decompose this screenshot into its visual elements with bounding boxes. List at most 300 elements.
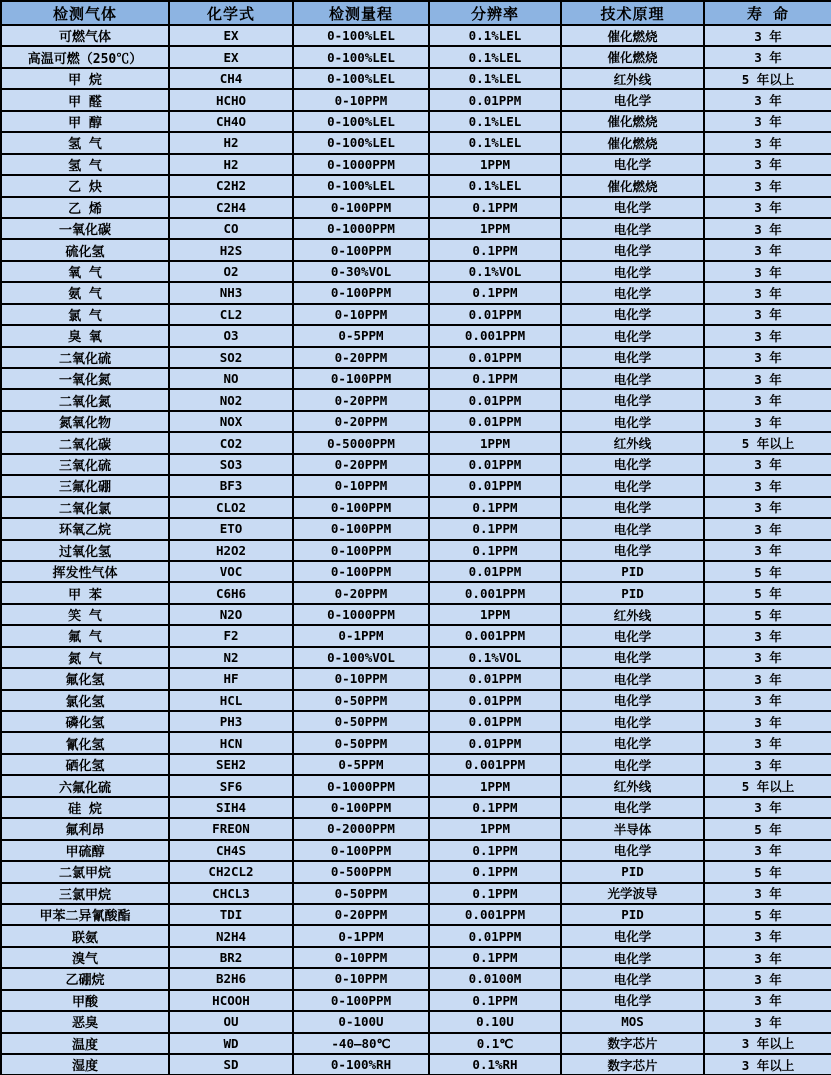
cell-formula: EX xyxy=(169,46,293,67)
cell-lifespan: 5 年 xyxy=(704,818,831,839)
cell-principle: 电化学 xyxy=(561,454,704,475)
cell-principle: 红外线 xyxy=(561,604,704,625)
cell-principle: 电化学 xyxy=(561,690,704,711)
cell-range: 0-100PPM xyxy=(293,239,429,260)
table-row xyxy=(1,304,831,325)
cell-lifespan: 3 年 xyxy=(704,840,831,861)
cell-principle: 电化学 xyxy=(561,840,704,861)
cell-formula: C6H6 xyxy=(169,582,293,603)
cell-formula: B2H6 xyxy=(169,968,293,989)
table-row xyxy=(1,239,831,260)
cell-lifespan: 3 年 xyxy=(704,690,831,711)
cell-gas: 二氧化氯 xyxy=(1,497,169,518)
cell-gas: 氟 气 xyxy=(1,625,169,646)
cell-formula: CH4O xyxy=(169,111,293,132)
cell-formula: HCN xyxy=(169,732,293,753)
cell-principle: 催化燃烧 xyxy=(561,132,704,153)
cell-formula: O2 xyxy=(169,261,293,282)
cell-resolution: 0.01PPM xyxy=(429,89,561,110)
cell-lifespan: 3 年 xyxy=(704,389,831,410)
table-row xyxy=(1,1011,831,1032)
cell-principle: 光学波导 xyxy=(561,883,704,904)
table-row xyxy=(1,111,831,132)
cell-gas: 硅 烷 xyxy=(1,797,169,818)
cell-gas: 乙 炔 xyxy=(1,175,169,196)
cell-formula: NH3 xyxy=(169,282,293,303)
cell-range: 0-1PPM xyxy=(293,925,429,946)
table-row xyxy=(1,797,831,818)
cell-gas: 三氟化硼 xyxy=(1,475,169,496)
cell-gas: 甲 烷 xyxy=(1,68,169,89)
cell-range: 0-50PPM xyxy=(293,711,429,732)
cell-formula: VOC xyxy=(169,561,293,582)
cell-formula: TDI xyxy=(169,904,293,925)
cell-formula: PH3 xyxy=(169,711,293,732)
header-row xyxy=(1,1,831,25)
cell-resolution: 0.0100M xyxy=(429,968,561,989)
cell-resolution: 0.10U xyxy=(429,1011,561,1032)
cell-lifespan: 3 年 xyxy=(704,883,831,904)
cell-principle: 电化学 xyxy=(561,711,704,732)
cell-formula: SF6 xyxy=(169,775,293,796)
cell-range: 0-50PPM xyxy=(293,883,429,904)
cell-principle: 催化燃烧 xyxy=(561,111,704,132)
cell-range: 0-1000PPM xyxy=(293,154,429,175)
cell-lifespan: 5 年 xyxy=(704,582,831,603)
table-row xyxy=(1,540,831,561)
cell-range: 0-5PPM xyxy=(293,754,429,775)
cell-principle: MOS xyxy=(561,1011,704,1032)
cell-lifespan: 3 年 xyxy=(704,540,831,561)
cell-resolution: 0.01PPM xyxy=(429,411,561,432)
table-row xyxy=(1,690,831,711)
cell-principle: 红外线 xyxy=(561,775,704,796)
cell-formula: O3 xyxy=(169,325,293,346)
cell-gas: 过氧化氢 xyxy=(1,540,169,561)
table-row xyxy=(1,25,831,46)
cell-resolution: 0.1PPM xyxy=(429,497,561,518)
cell-gas: 可燃气体 xyxy=(1,25,169,46)
cell-principle: 电化学 xyxy=(561,947,704,968)
cell-formula: NO2 xyxy=(169,389,293,410)
cell-gas: 二氯甲烷 xyxy=(1,861,169,882)
col-header-resolution: 分辨率 xyxy=(429,1,561,25)
cell-gas: 温度 xyxy=(1,1033,169,1054)
cell-gas: 二氧化硫 xyxy=(1,347,169,368)
cell-formula: CO2 xyxy=(169,432,293,453)
cell-lifespan: 5 年 xyxy=(704,561,831,582)
cell-gas: 甲 醛 xyxy=(1,89,169,110)
cell-formula: ETO xyxy=(169,518,293,539)
cell-resolution: 0.01PPM xyxy=(429,475,561,496)
cell-resolution: 0.001PPM xyxy=(429,904,561,925)
cell-principle: 电化学 xyxy=(561,540,704,561)
cell-lifespan: 3 年 xyxy=(704,754,831,775)
cell-formula: N2 xyxy=(169,647,293,668)
cell-lifespan: 5 年以上 xyxy=(704,68,831,89)
cell-range: 0-20PPM xyxy=(293,454,429,475)
table-row xyxy=(1,432,831,453)
cell-gas: 恶臭 xyxy=(1,1011,169,1032)
cell-formula: C2H2 xyxy=(169,175,293,196)
cell-resolution: 1PPM xyxy=(429,154,561,175)
cell-lifespan: 3 年 xyxy=(704,325,831,346)
cell-gas: 一氧化氮 xyxy=(1,368,169,389)
cell-formula: CH2CL2 xyxy=(169,861,293,882)
cell-resolution: 0.1%LEL xyxy=(429,132,561,153)
cell-formula: NOX xyxy=(169,411,293,432)
cell-gas: 二氧化氮 xyxy=(1,389,169,410)
cell-formula: SIH4 xyxy=(169,797,293,818)
cell-range: 0-5000PPM xyxy=(293,432,429,453)
cell-formula: FREON xyxy=(169,818,293,839)
cell-principle: 电化学 xyxy=(561,668,704,689)
cell-gas: 三氧化硫 xyxy=(1,454,169,475)
cell-gas: 硒化氢 xyxy=(1,754,169,775)
cell-resolution: 0.1PPM xyxy=(429,947,561,968)
cell-gas: 三氯甲烷 xyxy=(1,883,169,904)
cell-principle: PID xyxy=(561,561,704,582)
table-row xyxy=(1,454,831,475)
cell-lifespan: 3 年 xyxy=(704,25,831,46)
cell-resolution: 0.001PPM xyxy=(429,325,561,346)
cell-lifespan: 3 年 xyxy=(704,518,831,539)
cell-range: 0-100%LEL xyxy=(293,46,429,67)
cell-resolution: 0.001PPM xyxy=(429,754,561,775)
cell-range: 0-100PPM xyxy=(293,518,429,539)
cell-formula: HCL xyxy=(169,690,293,711)
cell-range: 0-1000PPM xyxy=(293,218,429,239)
table-row xyxy=(1,89,831,110)
cell-formula: H2 xyxy=(169,132,293,153)
table-row xyxy=(1,261,831,282)
cell-lifespan: 3 年 xyxy=(704,218,831,239)
cell-principle: PID xyxy=(561,904,704,925)
table-row xyxy=(1,732,831,753)
cell-lifespan: 3 年 xyxy=(704,475,831,496)
cell-lifespan: 5 年 xyxy=(704,861,831,882)
cell-principle: 电化学 xyxy=(561,411,704,432)
cell-lifespan: 3 年 xyxy=(704,797,831,818)
cell-resolution: 0.1PPM xyxy=(429,797,561,818)
cell-range: 0-100PPM xyxy=(293,840,429,861)
cell-gas: 甲苯二异氰酸酯 xyxy=(1,904,169,925)
cell-formula: H2S xyxy=(169,239,293,260)
cell-formula: C2H4 xyxy=(169,197,293,218)
cell-range: 0-500PPM xyxy=(293,861,429,882)
cell-range: 0-100PPM xyxy=(293,197,429,218)
cell-range: 0-100%LEL xyxy=(293,68,429,89)
cell-principle: 催化燃烧 xyxy=(561,175,704,196)
table-row xyxy=(1,947,831,968)
cell-range: 0-20PPM xyxy=(293,347,429,368)
cell-lifespan: 5 年以上 xyxy=(704,775,831,796)
cell-lifespan: 3 年 xyxy=(704,175,831,196)
cell-resolution: 0.1%LEL xyxy=(429,68,561,89)
table-row xyxy=(1,325,831,346)
cell-formula: HF xyxy=(169,668,293,689)
cell-resolution: 0.01PPM xyxy=(429,711,561,732)
cell-lifespan: 3 年 xyxy=(704,132,831,153)
cell-resolution: 0.1PPM xyxy=(429,861,561,882)
cell-lifespan: 3 年 xyxy=(704,497,831,518)
cell-formula: CH4 xyxy=(169,68,293,89)
cell-principle: 电化学 xyxy=(561,754,704,775)
table-row xyxy=(1,389,831,410)
table-row xyxy=(1,668,831,689)
cell-principle: 电化学 xyxy=(561,389,704,410)
cell-principle: 电化学 xyxy=(561,154,704,175)
cell-principle: 电化学 xyxy=(561,304,704,325)
cell-gas: 甲 苯 xyxy=(1,582,169,603)
table-row xyxy=(1,925,831,946)
cell-gas: 六氟化硫 xyxy=(1,775,169,796)
cell-range: 0-100PPM xyxy=(293,540,429,561)
cell-principle: 电化学 xyxy=(561,218,704,239)
table-row xyxy=(1,411,831,432)
table-row xyxy=(1,711,831,732)
cell-principle: 电化学 xyxy=(561,990,704,1011)
cell-resolution: 0.1%VOL xyxy=(429,647,561,668)
cell-lifespan: 5 年以上 xyxy=(704,432,831,453)
cell-range: 0-20PPM xyxy=(293,582,429,603)
cell-resolution: 0.1PPM xyxy=(429,990,561,1011)
cell-principle: 电化学 xyxy=(561,732,704,753)
cell-principle: 数字芯片 xyxy=(561,1054,704,1075)
cell-principle: 电化学 xyxy=(561,347,704,368)
cell-gas: 氟化氢 xyxy=(1,668,169,689)
cell-range: 0-50PPM xyxy=(293,732,429,753)
cell-range: 0-10PPM xyxy=(293,668,429,689)
cell-formula: CO xyxy=(169,218,293,239)
cell-range: 0-100PPM xyxy=(293,497,429,518)
cell-lifespan: 3 年 xyxy=(704,454,831,475)
cell-resolution: 0.001PPM xyxy=(429,625,561,646)
cell-formula: H2 xyxy=(169,154,293,175)
cell-gas: 笑 气 xyxy=(1,604,169,625)
table-row xyxy=(1,818,831,839)
cell-lifespan: 3 年 xyxy=(704,111,831,132)
cell-formula: BR2 xyxy=(169,947,293,968)
table-row xyxy=(1,625,831,646)
cell-range: 0-100PPM xyxy=(293,797,429,818)
table-row xyxy=(1,154,831,175)
cell-principle: 电化学 xyxy=(561,197,704,218)
col-header-lifespan: 寿 命 xyxy=(704,1,831,25)
cell-principle: 电化学 xyxy=(561,475,704,496)
cell-lifespan: 3 年 xyxy=(704,625,831,646)
table-row xyxy=(1,218,831,239)
cell-range: 0-100%VOL xyxy=(293,647,429,668)
cell-resolution: 1PPM xyxy=(429,775,561,796)
cell-principle: 电化学 xyxy=(561,647,704,668)
cell-range: 0-50PPM xyxy=(293,690,429,711)
table-row xyxy=(1,647,831,668)
cell-range: 0-5PPM xyxy=(293,325,429,346)
cell-lifespan: 3 年 xyxy=(704,261,831,282)
col-header-range: 检测量程 xyxy=(293,1,429,25)
cell-range: 0-10PPM xyxy=(293,968,429,989)
table-row xyxy=(1,497,831,518)
table-row xyxy=(1,175,831,196)
table-row xyxy=(1,368,831,389)
cell-range: 0-100%LEL xyxy=(293,25,429,46)
cell-range: -40—80℃ xyxy=(293,1033,429,1054)
cell-formula: SO3 xyxy=(169,454,293,475)
cell-resolution: 1PPM xyxy=(429,432,561,453)
cell-lifespan: 3 年 xyxy=(704,990,831,1011)
table-row xyxy=(1,1033,831,1054)
cell-resolution: 0.01PPM xyxy=(429,732,561,753)
cell-gas: 乙 烯 xyxy=(1,197,169,218)
cell-principle: PID xyxy=(561,861,704,882)
cell-principle: 电化学 xyxy=(561,282,704,303)
cell-resolution: 0.01PPM xyxy=(429,690,561,711)
table-row xyxy=(1,282,831,303)
cell-resolution: 0.1%LEL xyxy=(429,111,561,132)
cell-gas: 湿度 xyxy=(1,1054,169,1075)
cell-resolution: 0.1PPM xyxy=(429,197,561,218)
cell-gas: 氧 气 xyxy=(1,261,169,282)
cell-lifespan: 3 年 xyxy=(704,947,831,968)
cell-gas: 环氧乙烷 xyxy=(1,518,169,539)
cell-gas: 硫化氢 xyxy=(1,239,169,260)
cell-formula: EX xyxy=(169,25,293,46)
cell-principle: 电化学 xyxy=(561,625,704,646)
cell-resolution: 0.01PPM xyxy=(429,304,561,325)
cell-gas: 氨 气 xyxy=(1,282,169,303)
cell-lifespan: 3 年 xyxy=(704,411,831,432)
cell-gas: 甲硫醇 xyxy=(1,840,169,861)
cell-formula: CH4S xyxy=(169,840,293,861)
cell-lifespan: 3 年 xyxy=(704,647,831,668)
table-row xyxy=(1,861,831,882)
cell-lifespan: 3 年 xyxy=(704,154,831,175)
cell-lifespan: 3 年 xyxy=(704,1011,831,1032)
table-row xyxy=(1,582,831,603)
cell-resolution: 0.01PPM xyxy=(429,389,561,410)
cell-lifespan: 3 年以上 xyxy=(704,1054,831,1075)
cell-range: 0-20PPM xyxy=(293,389,429,410)
col-header-gas: 检测气体 xyxy=(1,1,169,25)
cell-resolution: 1PPM xyxy=(429,818,561,839)
cell-resolution: 0.1%RH xyxy=(429,1054,561,1075)
cell-resolution: 0.1PPM xyxy=(429,540,561,561)
cell-lifespan: 3 年 xyxy=(704,968,831,989)
cell-lifespan: 3 年 xyxy=(704,304,831,325)
cell-lifespan: 3 年 xyxy=(704,711,831,732)
col-header-formula: 化学式 xyxy=(169,1,293,25)
cell-gas: 氮 气 xyxy=(1,647,169,668)
cell-gas: 磷化氢 xyxy=(1,711,169,732)
cell-range: 0-100%LEL xyxy=(293,175,429,196)
cell-resolution: 0.1℃ xyxy=(429,1033,561,1054)
cell-resolution: 1PPM xyxy=(429,218,561,239)
cell-lifespan: 3 年 xyxy=(704,239,831,260)
cell-lifespan: 3 年 xyxy=(704,197,831,218)
cell-formula: N2H4 xyxy=(169,925,293,946)
table-row xyxy=(1,132,831,153)
table-row xyxy=(1,561,831,582)
cell-gas: 臭 氧 xyxy=(1,325,169,346)
cell-resolution: 0.1PPM xyxy=(429,239,561,260)
col-header-principle: 技术原理 xyxy=(561,1,704,25)
cell-resolution: 0.01PPM xyxy=(429,561,561,582)
cell-principle: 电化学 xyxy=(561,518,704,539)
table-row xyxy=(1,68,831,89)
table-row xyxy=(1,604,831,625)
cell-formula: SEH2 xyxy=(169,754,293,775)
cell-principle: 红外线 xyxy=(561,68,704,89)
cell-range: 0-2000PPM xyxy=(293,818,429,839)
cell-formula: NO xyxy=(169,368,293,389)
table-header xyxy=(1,1,831,25)
cell-resolution: 0.1%LEL xyxy=(429,175,561,196)
cell-range: 0-20PPM xyxy=(293,411,429,432)
cell-range: 0-100%RH xyxy=(293,1054,429,1075)
cell-gas: 甲 醇 xyxy=(1,111,169,132)
cell-formula: N2O xyxy=(169,604,293,625)
cell-lifespan: 3 年 xyxy=(704,368,831,389)
cell-principle: 电化学 xyxy=(561,925,704,946)
cell-resolution: 0.1PPM xyxy=(429,840,561,861)
cell-range: 0-20PPM xyxy=(293,904,429,925)
cell-lifespan: 3 年 xyxy=(704,668,831,689)
cell-principle: 电化学 xyxy=(561,497,704,518)
cell-lifespan: 3 年 xyxy=(704,89,831,110)
cell-principle: 电化学 xyxy=(561,325,704,346)
cell-resolution: 0.01PPM xyxy=(429,454,561,475)
cell-lifespan: 5 年 xyxy=(704,604,831,625)
table-row xyxy=(1,475,831,496)
cell-formula: SD xyxy=(169,1054,293,1075)
cell-range: 0-1000PPM xyxy=(293,604,429,625)
cell-range: 0-100PPM xyxy=(293,561,429,582)
cell-resolution: 0.001PPM xyxy=(429,582,561,603)
cell-principle: 半导体 xyxy=(561,818,704,839)
table-row xyxy=(1,904,831,925)
cell-gas: 氰化氢 xyxy=(1,732,169,753)
table-row xyxy=(1,46,831,67)
cell-gas: 氯 气 xyxy=(1,304,169,325)
cell-gas: 高温可燃（250℃） xyxy=(1,46,169,67)
cell-principle: 电化学 xyxy=(561,89,704,110)
cell-resolution: 0.1%LEL xyxy=(429,25,561,46)
table-row xyxy=(1,968,831,989)
cell-gas: 一氧化碳 xyxy=(1,218,169,239)
cell-resolution: 0.01PPM xyxy=(429,925,561,946)
cell-gas: 挥发性气体 xyxy=(1,561,169,582)
cell-lifespan: 3 年以上 xyxy=(704,1033,831,1054)
cell-gas: 氢 气 xyxy=(1,154,169,175)
cell-range: 0-100PPM xyxy=(293,368,429,389)
cell-gas: 氢 气 xyxy=(1,132,169,153)
cell-resolution: 1PPM xyxy=(429,604,561,625)
cell-gas: 乙硼烷 xyxy=(1,968,169,989)
cell-principle: 数字芯片 xyxy=(561,1033,704,1054)
cell-gas: 氮氧化物 xyxy=(1,411,169,432)
cell-principle: 电化学 xyxy=(561,368,704,389)
cell-formula: CHCL3 xyxy=(169,883,293,904)
cell-gas: 溴气 xyxy=(1,947,169,968)
table-row xyxy=(1,197,831,218)
cell-range: 0-100%LEL xyxy=(293,132,429,153)
cell-resolution: 0.1%VOL xyxy=(429,261,561,282)
table-row xyxy=(1,347,831,368)
cell-formula: OU xyxy=(169,1011,293,1032)
table-row xyxy=(1,883,831,904)
table-row xyxy=(1,754,831,775)
